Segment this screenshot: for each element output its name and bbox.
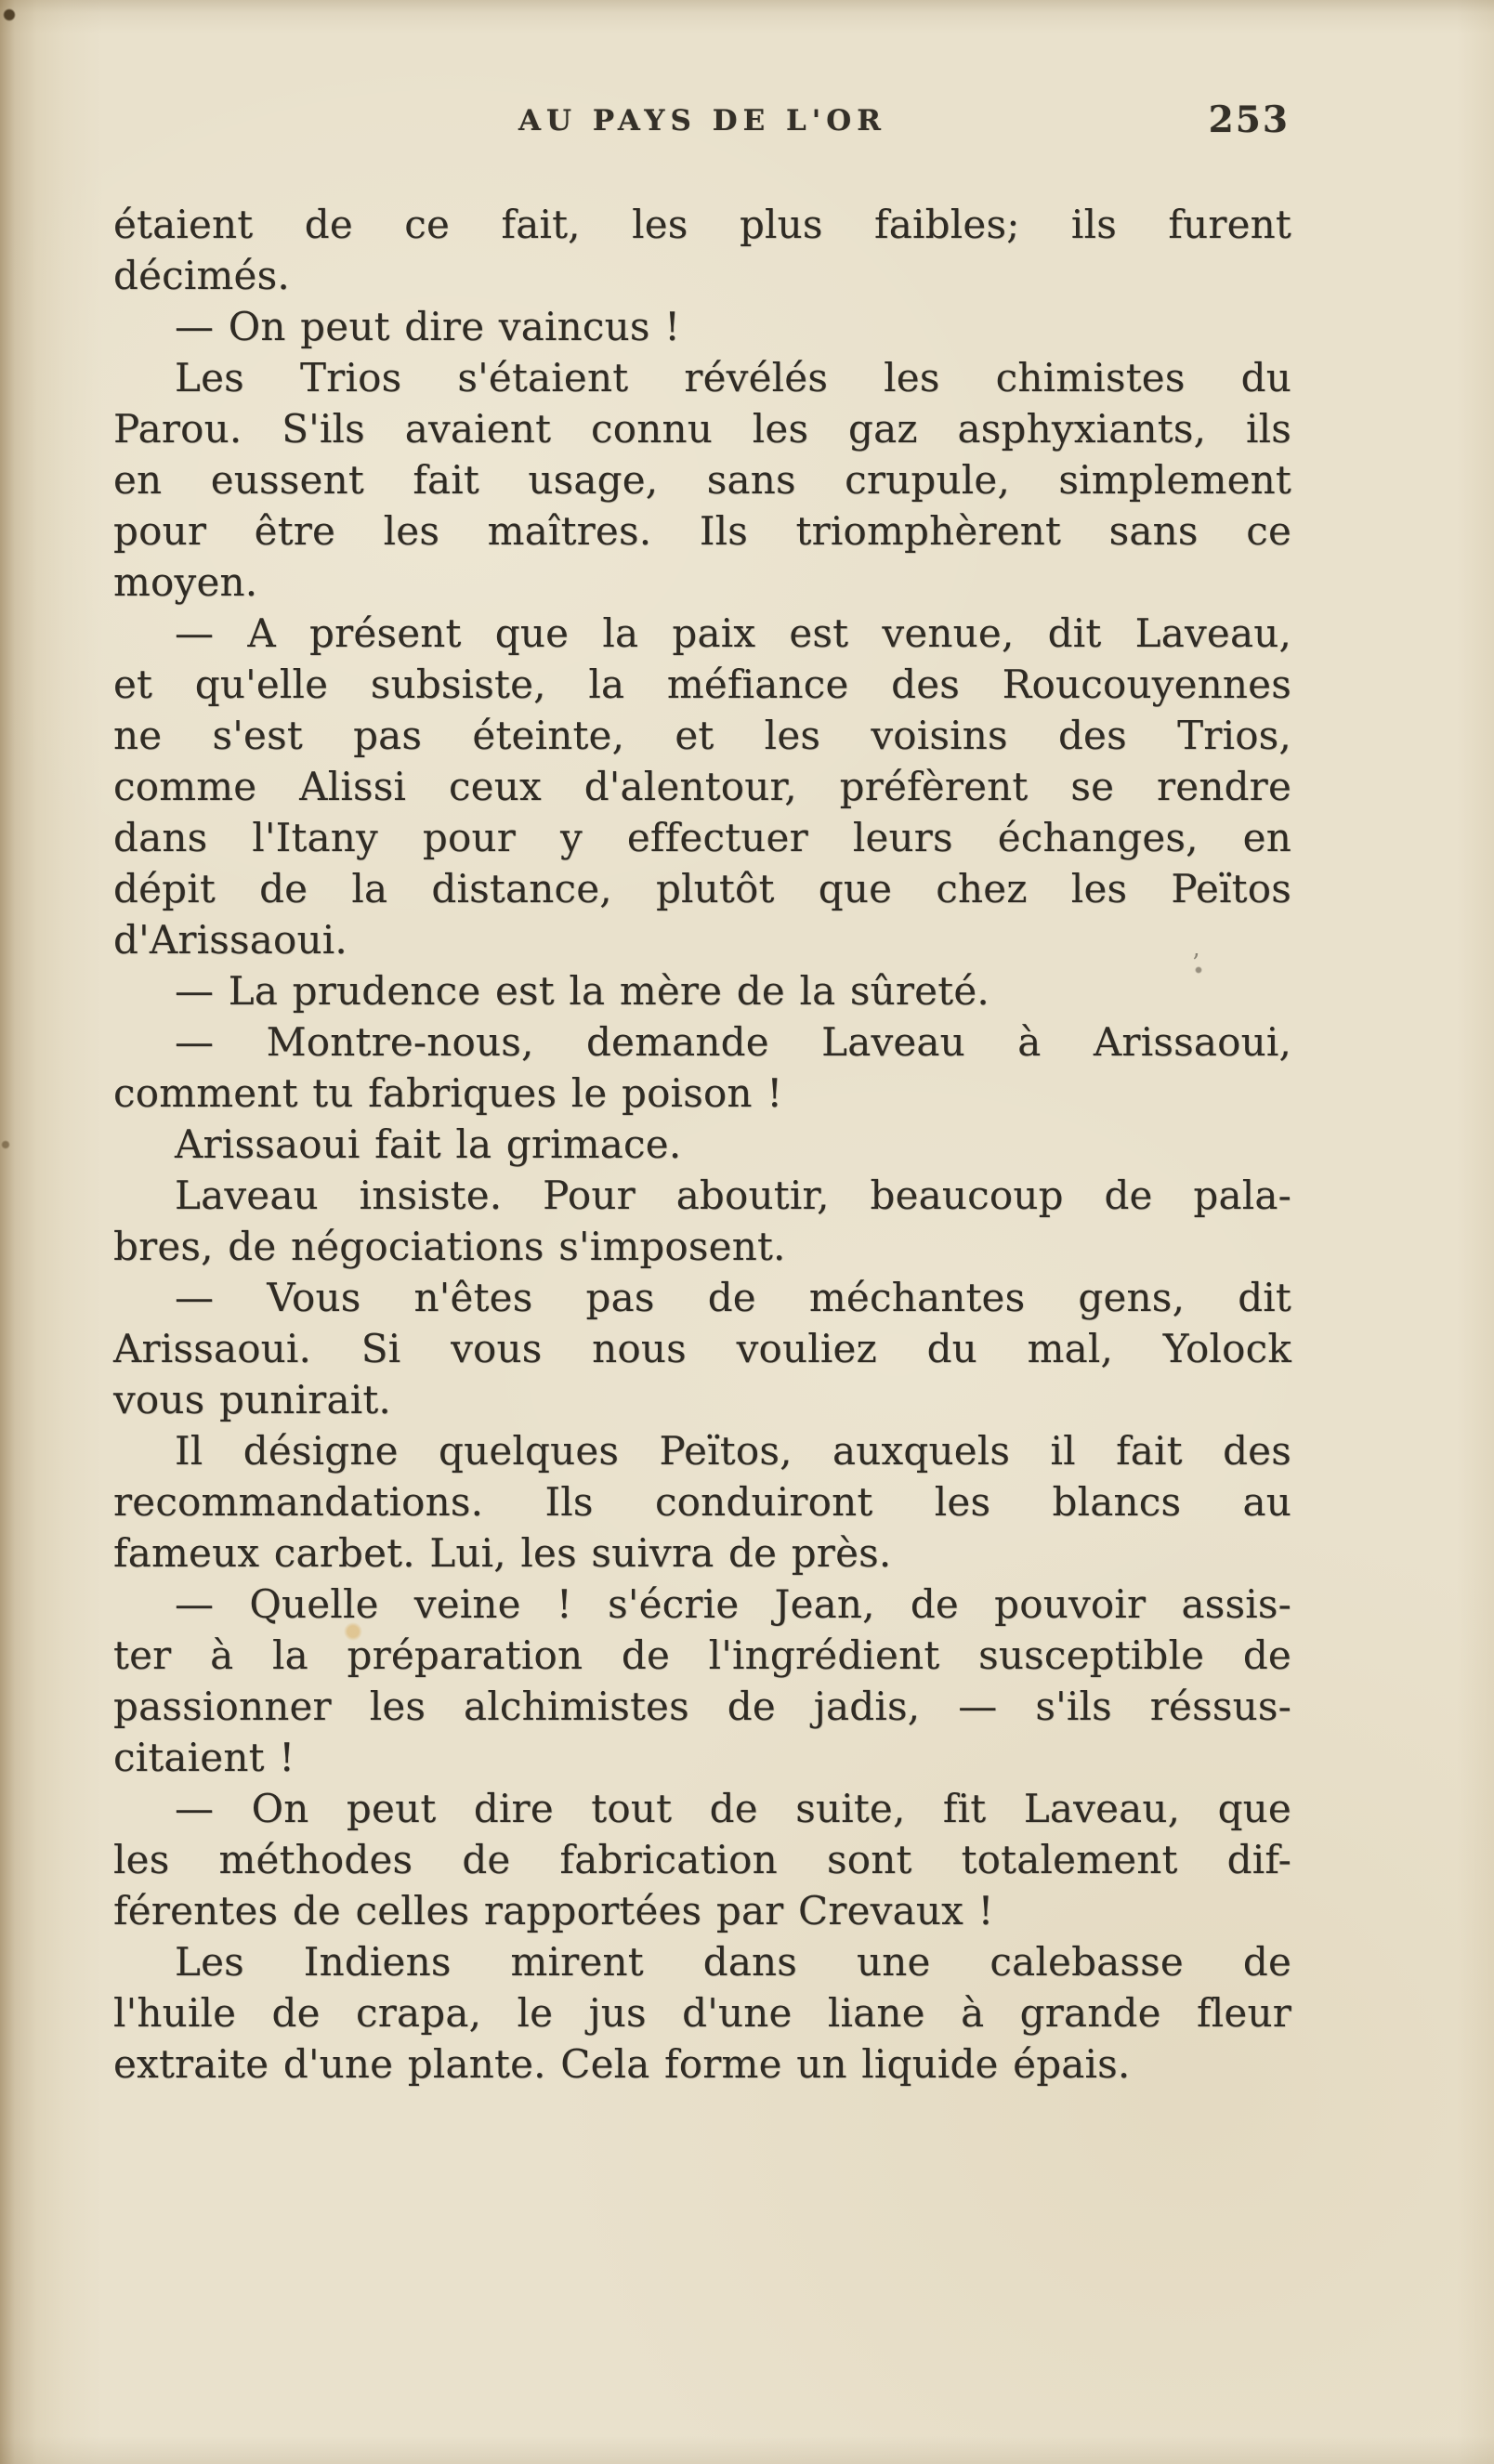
text-line: — Quelle veine ! s'écrie Jean, de pouvoir assis- [175, 1581, 1291, 1627]
text-line: — A présent que la paix est venue, dit Laveau, [175, 610, 1291, 656]
body-text [113, 199, 1291, 2090]
text-line: citaient ! [113, 1735, 295, 1780]
text-line: passionner les alchimistes de jadis, — s'ils réssus- [113, 1684, 1291, 1729]
text-line: — Montre-nous, demande Laveau à Arissaoui, [175, 1019, 1291, 1065]
text-line: d'Arissaoui. [113, 917, 347, 963]
text-line: extraite d'une plante. Cela forme un liquide épais. [113, 2041, 1131, 2087]
text-line: férentes de celles rapportées par Crevaux ! [113, 1888, 994, 1933]
text-line: bres, de négociations s'imposent. [113, 1224, 786, 1269]
page-number: 253 [1208, 98, 1290, 141]
text-line: Arissaoui fait la grimace. [175, 1121, 682, 1167]
text-line: ne s'est pas éteinte, et les voisins des Trios, [113, 713, 1291, 758]
text-line: Les Trios s'étaient révélés les chimistes du [175, 355, 1291, 400]
text-line: — La prudence est la mère de la sûreté. [175, 968, 989, 1014]
text-line: l'huile de crapa, le jus d'une liane à grande fleur [113, 1990, 1291, 2036]
text-line: ter à la préparation de l'ingrédient susceptible de [113, 1632, 1291, 1678]
text-line: vous punirait. [113, 1377, 391, 1422]
text-line: décimés. [113, 253, 290, 298]
text-line: Laveau insiste. Pour aboutir, beaucoup de pala- [175, 1173, 1291, 1218]
text-line: comment tu fabriques le poison ! [113, 1070, 783, 1116]
text-line: — On peut dire tout de suite, fit Laveau, que [175, 1786, 1291, 1831]
text-line: pour être les maîtres. Ils triomphèrent sans ce [113, 508, 1291, 554]
text-line: fameux carbet. Lui, les suivra de près. [113, 1530, 892, 1576]
text-line: — Vous n'êtes pas de méchantes gens, dit [175, 1275, 1291, 1320]
text-line: Il désigne quelques Peïtos, auxquels il fait des [175, 1428, 1291, 1474]
text-line: dans l'Itany pour y effectuer leurs échanges, en [113, 815, 1291, 860]
text-line: Les Indiens mirent dans une calebasse de [175, 1939, 1291, 1985]
text-line: Parou. S'ils avaient connu les gaz asphyxiants, ils [113, 406, 1291, 452]
text-line: Arissaoui. Si vous nous vouliez du mal, Yolock [113, 1326, 1291, 1371]
page-title: AU PAYS DE L'OR [518, 104, 887, 138]
text-line: — On peut dire vaincus ! [175, 304, 681, 349]
text-line: en eussent fait usage, sans crupule, simplement [113, 457, 1291, 503]
running-head [113, 98, 1291, 151]
text-line: comme Alissi ceux d'alentour, préfèrent se rendre [113, 764, 1291, 809]
text-line: recommandations. Ils conduiront les blancs au [113, 1479, 1291, 1525]
text-line: étaient de ce fait, les plus faibles; ils furent [113, 202, 1291, 247]
text-line: les méthodes de fabrication sont totalement dif- [113, 1837, 1291, 1882]
text-line: dépit de la distance, plutôt que chez les Peïtos [113, 866, 1291, 911]
text-line: et qu'elle subsiste, la méfiance des Roucouyennes [113, 662, 1291, 707]
stray-ink-mark: ’ [1192, 950, 1200, 977]
text-line: moyen. [113, 559, 258, 605]
